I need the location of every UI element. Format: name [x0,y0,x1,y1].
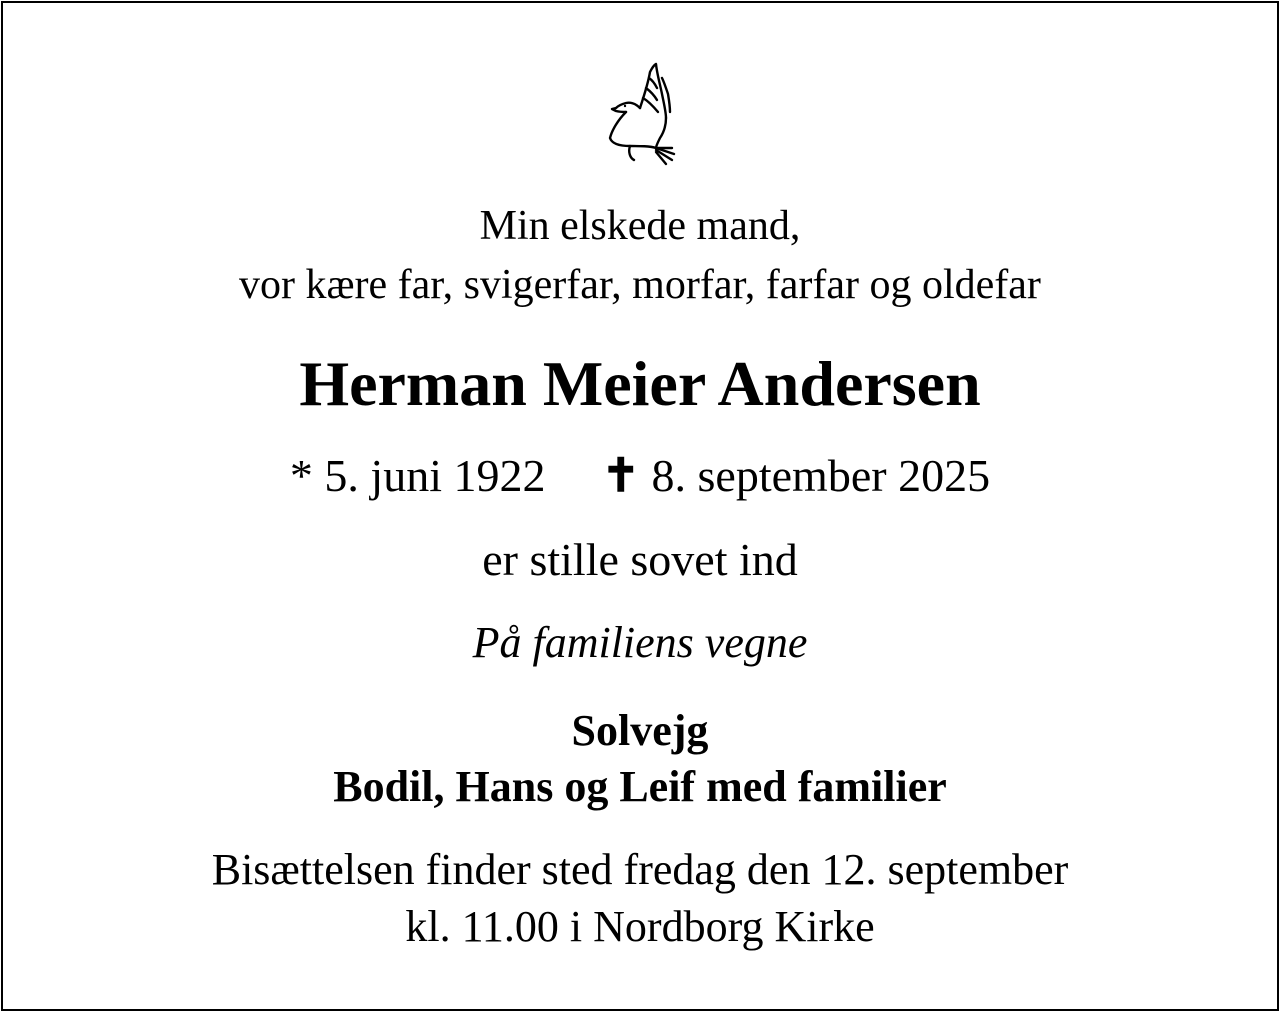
dove-icon [600,60,680,172]
signatory-line-1: Solvejg [571,706,709,755]
cross-icon: ✝ [601,450,641,501]
deceased-name: Herman Meier Andersen [299,348,981,419]
birth-symbol: * [289,450,313,501]
signatory-line-2: Bodil, Hans og Leif med familier [333,762,947,811]
death-date: 8. september 2025 [651,450,991,501]
birth-date: 5. juni 1922 [324,450,546,501]
intro-line-1: Min elskede mand, [479,203,801,249]
on-behalf-text: På familiens vegne [472,618,808,667]
statement-text: er stille sovet ind [482,534,798,585]
intro-line-2: vor kære far, svigerfar, morfar, farfar og oldefar [239,262,1041,308]
funeral-info-line-1: Bisættelsen finder sted fredag den 12. september [211,845,1069,894]
funeral-info-line-2: kl. 11.00 i Nordborg Kirke [405,902,875,951]
life-dates [0,448,1280,504]
